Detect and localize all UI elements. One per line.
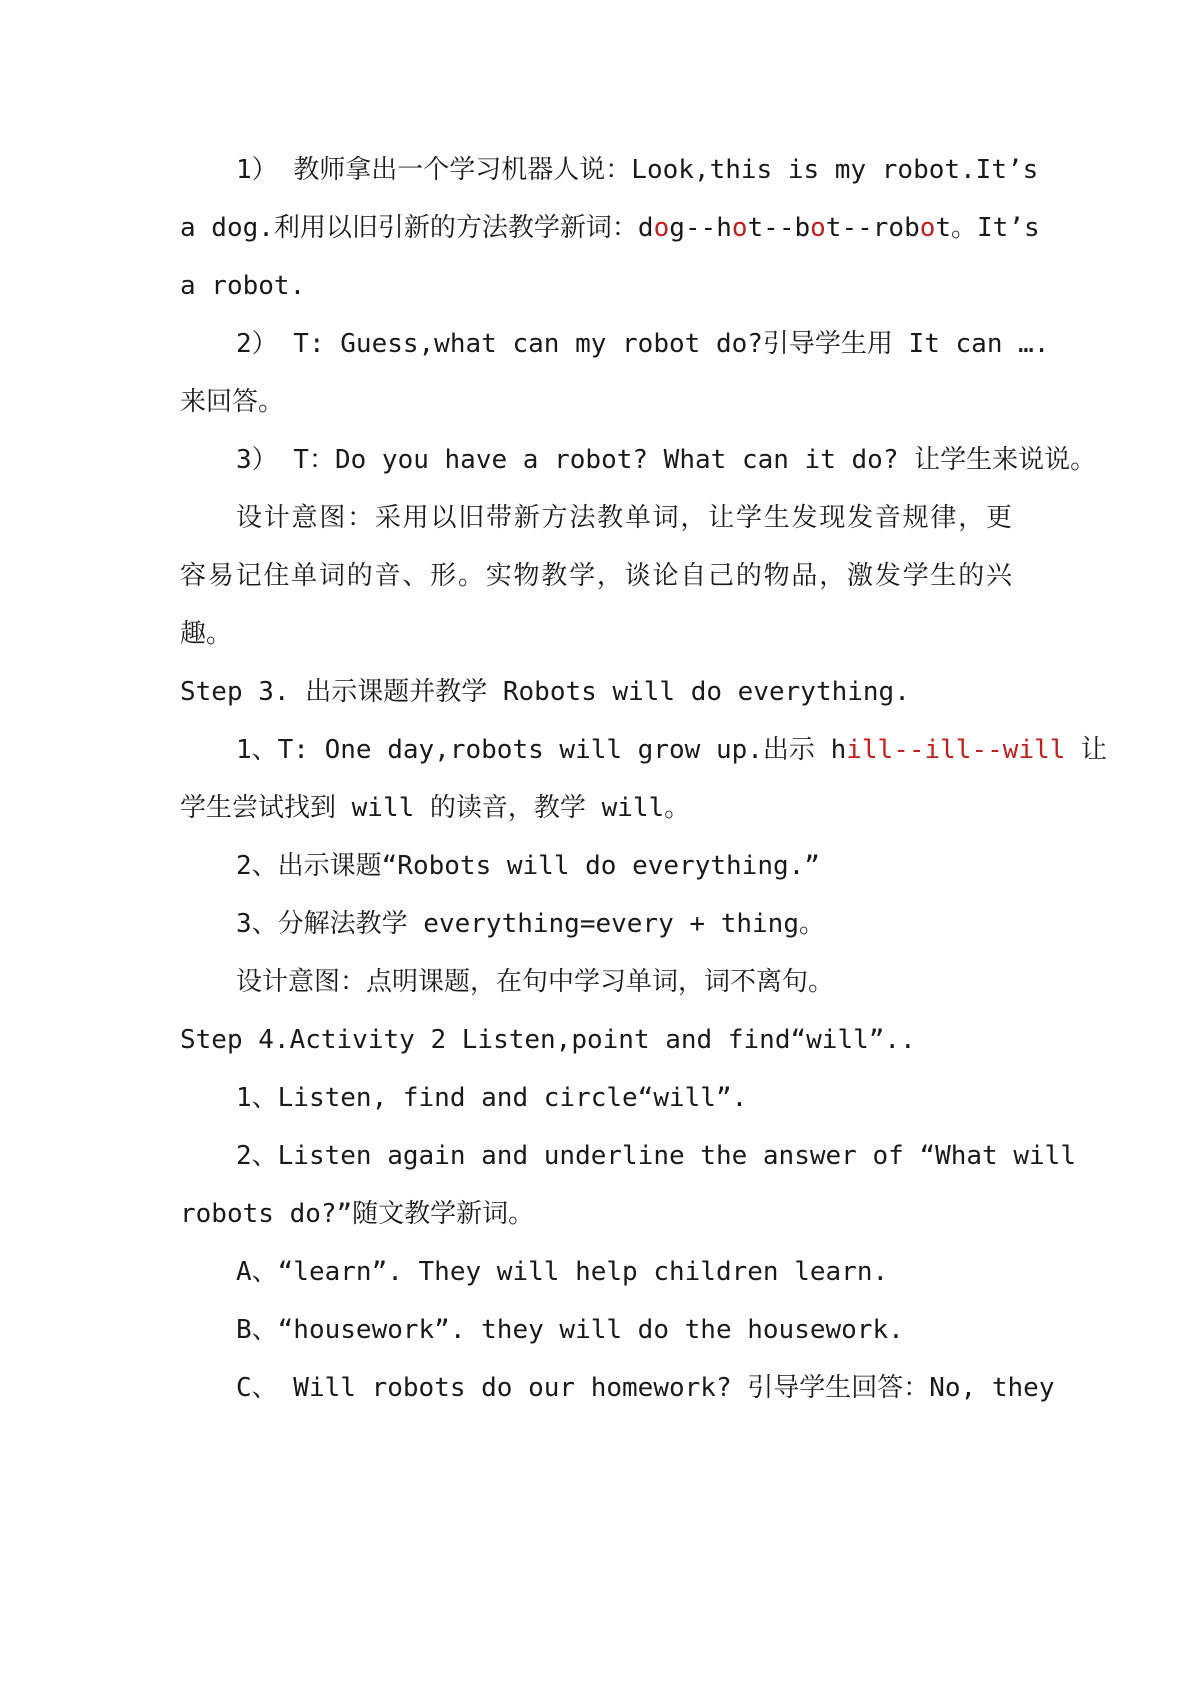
line-text: 1、T: One day,robots will grow up.出示 bbox=[236, 735, 831, 765]
highlighted-letter: -- bbox=[893, 735, 925, 765]
line-text: a dog.利用以旧引新的方法教学新词： bbox=[180, 213, 638, 243]
highlighted-letter: o bbox=[810, 213, 826, 243]
highlighted-letter: o bbox=[653, 213, 670, 243]
highlighted-letter: ill bbox=[1018, 735, 1066, 765]
paragraph-line: B、“housework”. they will do the housework. bbox=[236, 1315, 904, 1345]
paragraph-line: 3） T：Do you have a robot? What can it do? 让学生来说说。 bbox=[236, 445, 1097, 475]
line-text: t--rob bbox=[825, 213, 920, 243]
line-text: t bbox=[935, 213, 952, 243]
section-heading: Step 4.Activity 2 Listen,point and find“will”.. bbox=[180, 1025, 916, 1055]
line-text: 。It’s bbox=[951, 213, 1040, 243]
paragraph-line: 来回答。 bbox=[180, 387, 285, 417]
highlighted-letter: o bbox=[919, 213, 936, 243]
paragraph-line: 2、Listen again and underline the answer of “What will bbox=[236, 1141, 1076, 1171]
paragraph-line: A、“learn”. They will help children learn. bbox=[236, 1257, 889, 1287]
paragraph-line: 2） T: Guess,what can my robot do?引导学生用 It can …. bbox=[236, 329, 1050, 359]
line-text: t--b bbox=[747, 213, 811, 243]
paragraph-line: 设计意图：点明课题，在句中学习单词，词不离句。 bbox=[236, 967, 835, 997]
paragraph-line: 设计意图：采用以旧带新方法教单词，让学生发现发音规律，更 bbox=[236, 503, 1012, 533]
line-text: d bbox=[637, 213, 654, 243]
section-heading: Step 3. 出示课题并教学 Robots will do everything. bbox=[180, 677, 910, 707]
line-text: h bbox=[830, 735, 847, 765]
paragraph-line: 容易记住单词的音、形。实物教学，谈论自己的物品，激发学生的兴 bbox=[180, 561, 1012, 591]
paragraph-line: C、 Will robots do our homework? 引导学生回答：No, they bbox=[236, 1373, 1055, 1403]
paragraph-line bbox=[180, 208, 1040, 248]
line-text: g--h bbox=[669, 213, 732, 243]
paragraph-line: a robot. bbox=[180, 271, 306, 301]
highlighted-letter: --w bbox=[971, 735, 1019, 765]
highlighted-letter: o bbox=[731, 213, 748, 243]
paragraph-line: 趣。 bbox=[180, 619, 233, 649]
paragraph-line: 3、分解法教学 everything=every + thing。 bbox=[236, 909, 825, 939]
paragraph-line bbox=[236, 730, 1108, 770]
paragraph-line: 1、Listen, find and circle“will”. bbox=[236, 1083, 748, 1113]
paragraph-line: 2、出示课题“Robots will do everything.” bbox=[236, 851, 820, 881]
highlighted-letter: ill bbox=[846, 735, 894, 765]
highlighted-letter: ill bbox=[924, 735, 972, 765]
line-text: 让 bbox=[1065, 735, 1108, 765]
paragraph-line: robots do?”随文教学新词。 bbox=[180, 1199, 535, 1229]
paragraph-line: 学生尝试找到 will 的读音，教学 will。 bbox=[180, 793, 691, 823]
paragraph-line: 1） 教师拿出一个学习机器人说：Look,this is my robot.It’s bbox=[236, 155, 1039, 185]
